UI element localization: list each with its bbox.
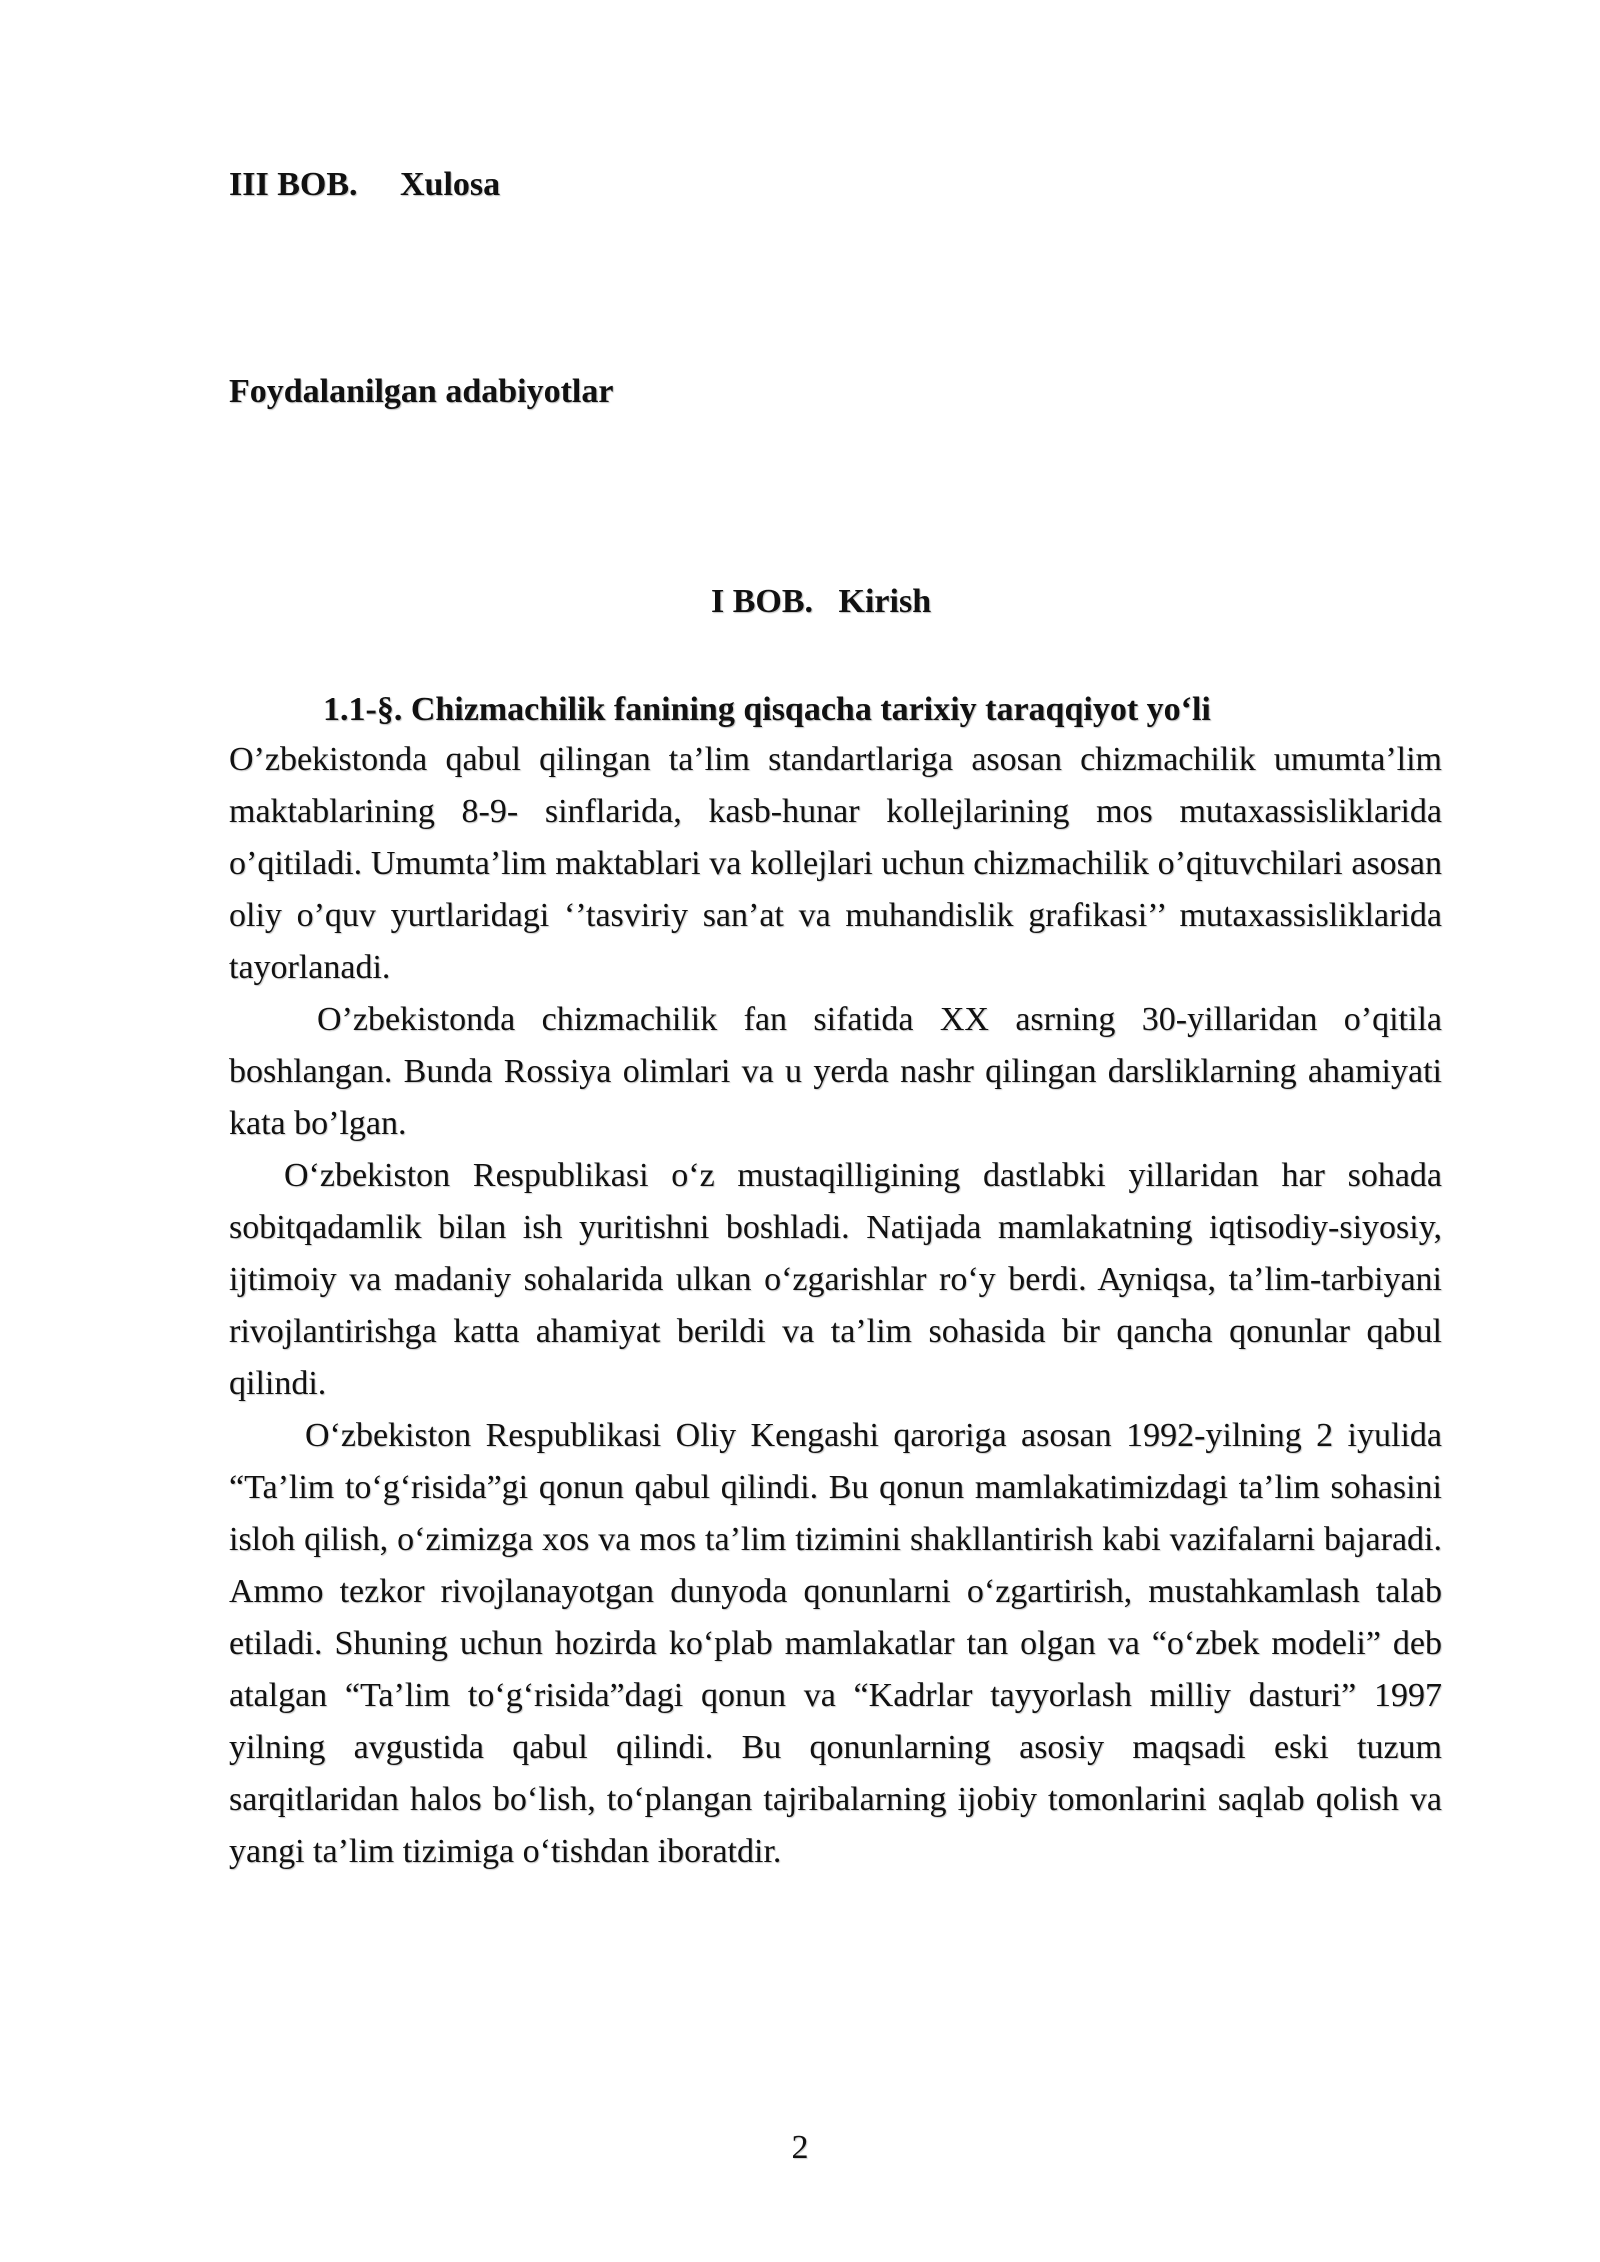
page-number: 2 [791,2129,809,2166]
paragraph: O‘zbekiston Respublikasi Oliy Kengashi qaroriga asosan 1992-yilning 2 iyulida “Ta’lim to‘g‘risida”gi qonun qabul qilindi. Bu qonun mamlakatimizdagi ta’lim sohasini isloh qilish, o‘zimizga xos va mos ta’lim tizimini shakllantirish kabi vazifalarni bajaradi. Ammo tezkor rivojlanayotgan dunyoda qonunlarni o‘zgartirish, mustahkamlash talab etiladi. Shuning uchun hozirda ko‘plab mamlakatlar tan olgan va “o‘zbek modeli” deb atalgan “Ta’lim to‘g‘risida”dagi qonun va “Kadrlar tayyorlash milliy dasturi” 1997 yilning avgustida qabul qilindi. Bu qonunlarning asosiy maqsadi eski tuzum sarqitlaridan halos bo‘lish, to‘plangan tajribalarning ijobiy tomonlarini saqlab qolish va yangi ta’lim tizimiga o‘tishdan iboratdir. [229,1417,1442,1870]
paragraph: O‘zbekiston Respublikasi o‘z mustaqilligining dastlabki yillaridan har sohada sobitqadamlik bilan ish yuritishni boshladi. Natijada mamlakatning iqtisodiy-siyosiy, ijtimoiy va madaniy sohalarida ulkan o‘zgarishlar ro‘y berdi. Ayniqsa, ta’lim-tarbiyani rivojlantirishga katta ahamiyat berildi va ta’lim sohasida bir qancha qonunlar qabul qilindi. [229,1157,1442,1402]
chapter-heading-xulosa: III BOB. Xulosa [229,166,501,203]
references-heading: Foydalanilgan adabiyotlar [229,373,614,410]
paragraph: O’zbekistonda chizmachilik fan sifatida XX asrning 30-yillaridan o’qitila boshlangan. Bunda Rossiya olimlari va u yerda nashr qilingan darsliklarning ahamiyati kata bo’lgan. [229,1001,1442,1142]
paragraph: O’zbekistonda qabul qilingan ta’lim standartlariga asosan chizmachilik umumta’lim maktablarining 8-9- sinflarida, kasb-hunar kollejlarining mos mutaxassisliklarida o’qitiladi. Umumta’lim maktablari va kollejlari uchun chizmachilik o’qituvchilari asosan oliy o’quv yurtlaridagi ‘’tasviriy san’at va muhandislik grafikasi’’ mutaxassisliklarida tayorlanadi. [229,741,1442,986]
section-heading: 1.1-§. Chizmachilik fanining qisqacha tarixiy taraqqiyot yo‘li [323,691,1211,728]
body-text [229,734,1442,1878]
chapter-heading-kirish: I BOB. Kirish [711,583,932,620]
